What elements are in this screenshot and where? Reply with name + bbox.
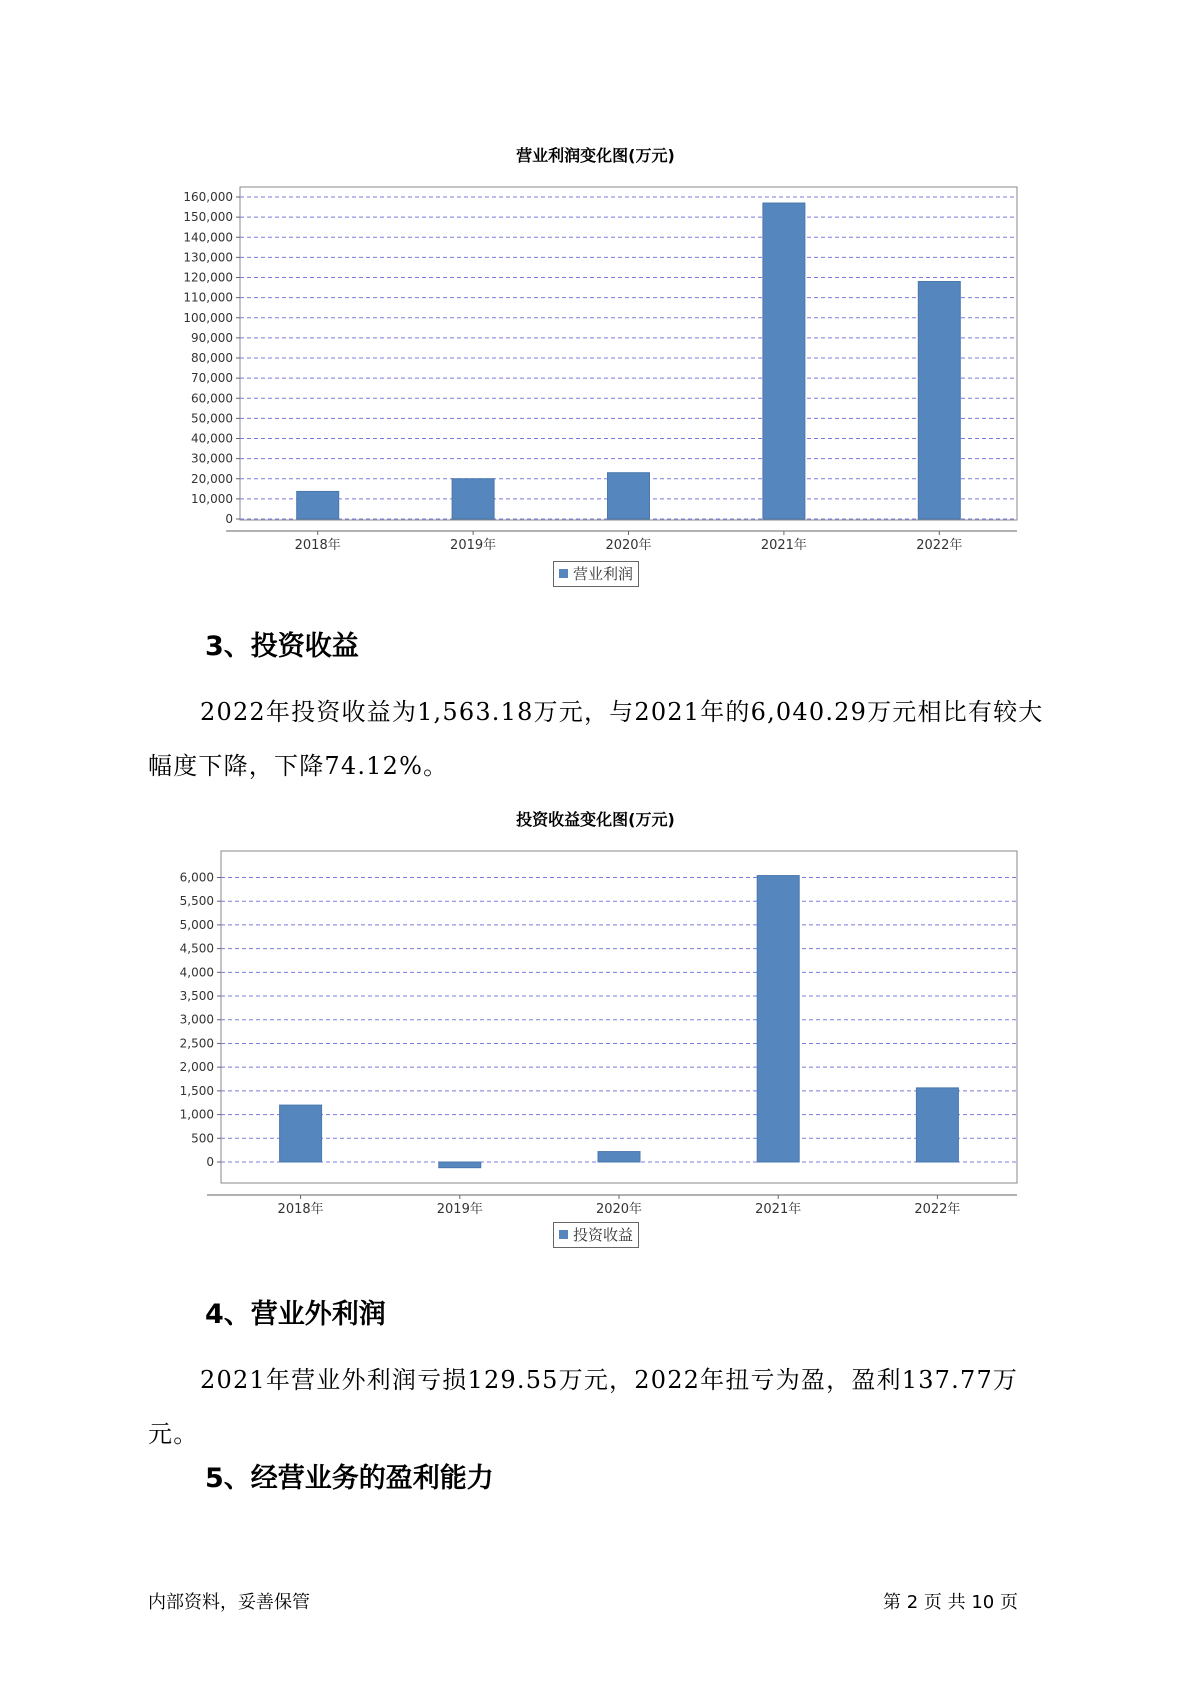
y-tick-label: 60,000 [191,391,233,406]
x-tick-label: 2018年 [294,538,341,553]
footer-page-number: 第 2 页 共 10 页 [883,1592,1018,1613]
chart2-legend [553,1222,639,1248]
x-tick-label: 2021年 [755,1202,802,1217]
x-tick-label: 2021年 [760,538,807,553]
y-tick-label: 120,000 [183,270,233,285]
y-tick-label: 140,000 [183,230,233,245]
chart1-legend-label: 营业利润 [573,565,634,583]
y-tick-label: 160,000 [183,190,233,204]
y-tick-label: 130,000 [183,250,233,265]
bar-2 [439,1162,481,1168]
legend-swatch [559,1230,568,1239]
y-tick-label: 90,000 [191,330,233,345]
x-tick-label: 2022年 [916,538,963,553]
bar-4 [757,876,799,1162]
y-tick-label: 150,000 [183,210,233,225]
y-tick-label: 0 [206,1155,214,1169]
y-tick-label: 110,000 [183,290,233,305]
chart2-title: 投资收益变化图(万元) [516,810,675,829]
y-tick-label: 3,000 [179,1012,214,1027]
x-tick-label: 2022年 [914,1202,961,1217]
y-tick-label: 0 [225,512,233,526]
x-tick-label: 2020年 [605,538,652,553]
x-tick-label: 2018年 [277,1202,324,1217]
y-tick-label: 6,000 [179,870,214,885]
section-3-paragraph: 2022年投资收益为1,563.18万元，与2021年的6,040.29万元相比有较大幅度下降，下降74.12%。 [148,698,1044,780]
y-tick-label: 1,000 [179,1107,214,1122]
footer-confidential-note: 内部资料，妥善保管 [148,1592,310,1613]
y-tick-label: 80,000 [191,351,233,365]
x-tick-label: 2019年 [436,1202,483,1217]
bar-1 [280,1105,322,1162]
bar-5 [916,1088,958,1162]
y-tick-label: 30,000 [191,451,233,466]
bar-3 [598,1152,640,1162]
y-tick-label: 2,500 [179,1036,214,1051]
y-tick-label: 2,000 [179,1060,214,1075]
section-3-heading: 3、投资收益 [205,631,359,662]
y-tick-label: 50,000 [191,411,233,426]
y-tick-label: 3,500 [179,989,214,1004]
chart1-title: 营业利润变化图(万元) [516,146,675,165]
section-4-paragraph: 2021年营业外利润亏损129.55万元，2022年扭亏为盈，盈利137.77万元。 [148,1366,1019,1448]
section-4-heading: 4、营业外利润 [205,1299,386,1330]
x-tick-label: 2020年 [595,1202,643,1217]
y-tick-label: 40,000 [191,431,233,446]
y-tick-label: 5,500 [179,894,214,909]
y-tick-label: 4,000 [179,965,214,980]
y-tick-label: 70,000 [191,371,233,386]
chart2-legend-label: 投资收益 [573,1226,634,1244]
x-tick-label: 2019年 [450,538,497,553]
y-tick-label: 5,000 [179,917,214,932]
y-tick-label: 20,000 [191,471,233,486]
y-tick-label: 500 [191,1131,214,1146]
y-tick-label: 4,500 [179,941,214,956]
y-tick-label: 1,500 [179,1083,214,1098]
y-tick-label: 10,000 [191,491,233,506]
section-5-heading: 5、经营业务的盈利能力 [205,1463,494,1494]
y-tick-label: 100,000 [183,310,233,325]
